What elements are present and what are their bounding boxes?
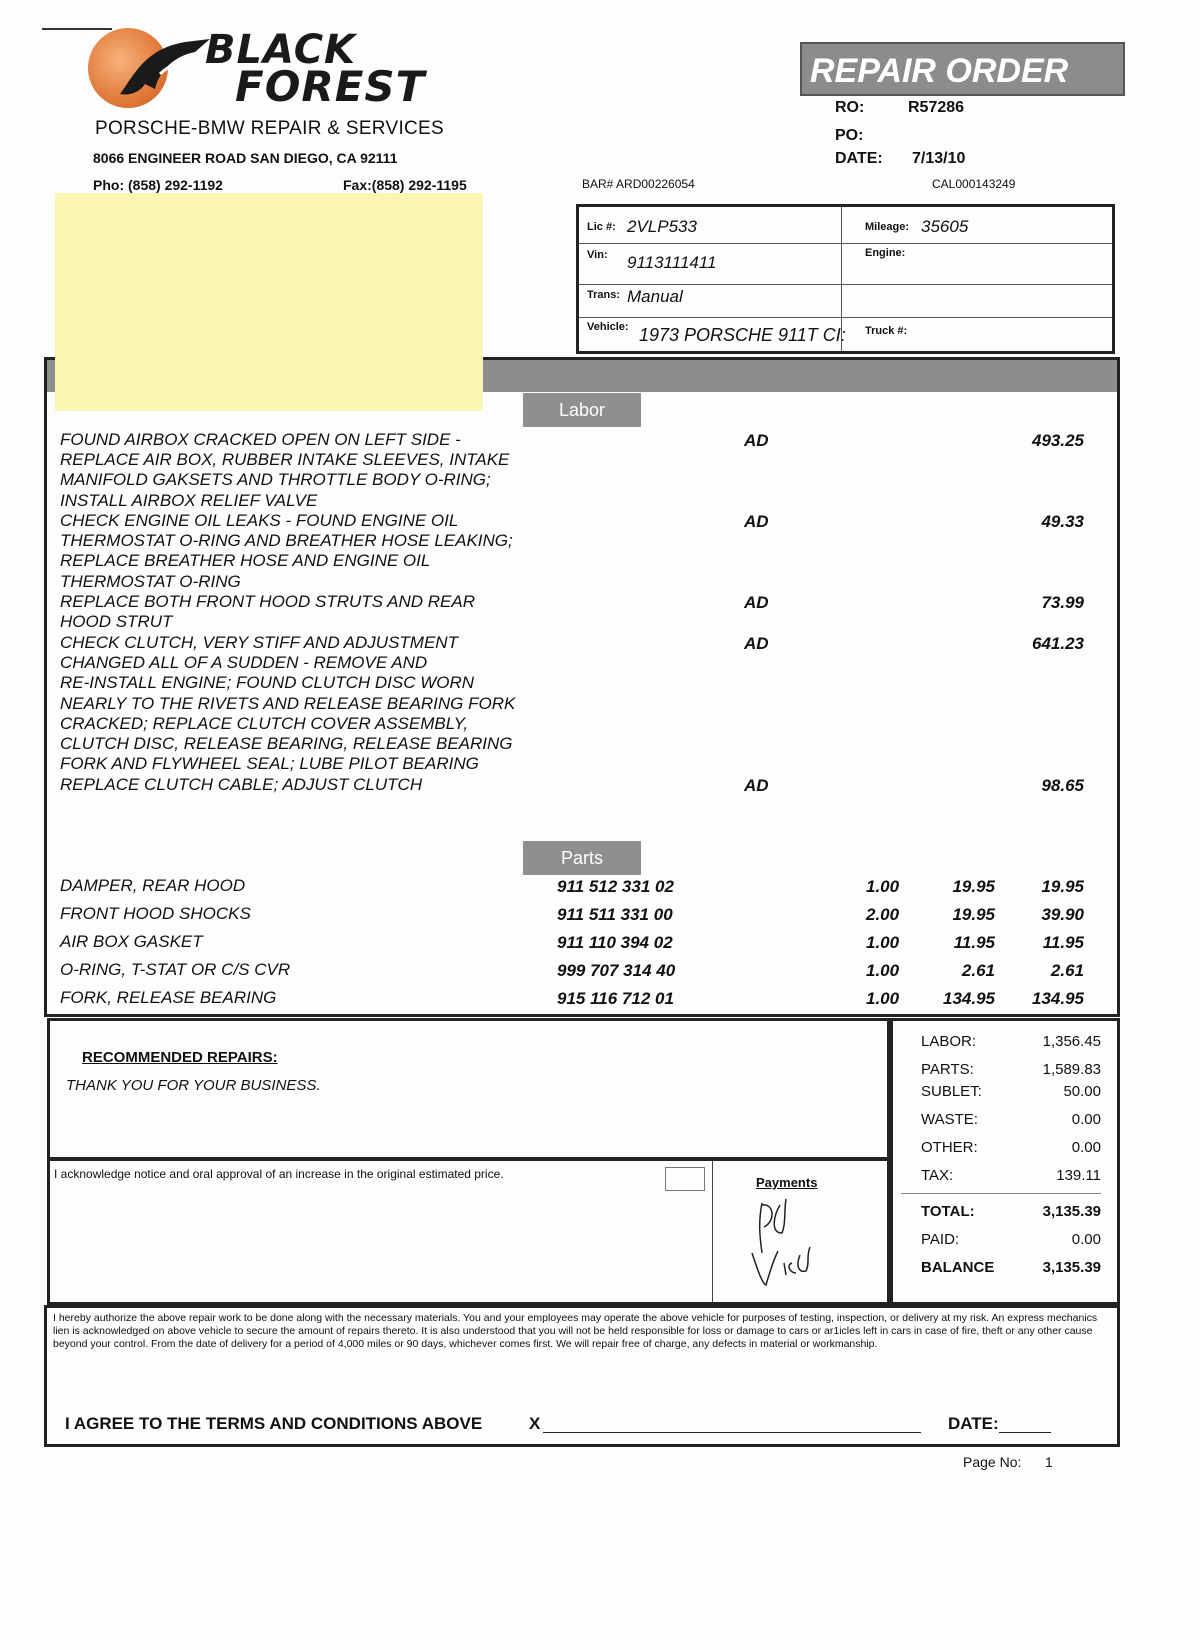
terms-date-line[interactable] xyxy=(999,1432,1051,1433)
total-label: TAX: xyxy=(921,1167,954,1184)
part-number: 915 116 712 01 xyxy=(557,989,674,1008)
total-label: WASTE: xyxy=(921,1111,978,1128)
part-price: 134.95 xyxy=(943,989,995,1008)
total-label: OTHER: xyxy=(921,1139,978,1156)
labor-item-desc: CHECK ENGINE OIL LEAKS - FOUND ENGINE OIL THERMOSTAT O-RING AND BREATHER HOSE LEAKING; REPLACE BREATHER HOSE AND ENGINE OIL THERMOSTAT O-RING xyxy=(60,511,513,591)
labor-item-amount: 641.23 xyxy=(1032,634,1084,653)
signature-x: X xyxy=(529,1414,541,1433)
part-number: 911 110 394 02 xyxy=(557,933,673,952)
total-label: LABOR: xyxy=(921,1033,977,1050)
total-row-labor xyxy=(921,1033,1101,1050)
total-label: PAID: xyxy=(921,1231,960,1248)
total-value: 0.00 xyxy=(1071,1231,1101,1248)
parts-heading: Parts xyxy=(523,841,641,875)
total-value: 0.00 xyxy=(1071,1111,1101,1128)
total-value: 3,135.39 xyxy=(1042,1259,1101,1276)
vehicle-label: Vehicle: xyxy=(587,321,629,333)
part-qty: 1.00 xyxy=(866,989,900,1008)
labor-item-desc: CHECK CLUTCH, VERY STIFF AND ADJUSTMENT CHANGED ALL OF A SUDDEN - REMOVE AND RE-INSTALL ENGINE; FOUND CLUTCH DISC WORN NEARLY TO THE RIVETS AND RELEASE BEARING FORK CRACKED; REPLACE CLUTCH COVER ASSEMBLY, CLUTCH DISC, RELEASE BEARING, RELEASE BEARING FORK AND FLYWHEEL SEAL; LUBE PILOT BEARING xyxy=(60,633,516,774)
company-fax: Fax:(858) 292-1195 xyxy=(343,177,467,193)
logo-bird-icon xyxy=(115,34,215,104)
part-price: 19.95 xyxy=(952,905,995,924)
acknowledgement-box xyxy=(47,1158,890,1305)
total-row-balance xyxy=(921,1259,1101,1276)
part-number: 911 512 331 02 xyxy=(557,877,674,896)
date-value: 7/13/10 xyxy=(912,150,966,167)
labor-item-amount: 73.99 xyxy=(1041,593,1084,612)
labor-item-amount: 493.25 xyxy=(1032,431,1084,450)
recommended-heading: RECOMMENDED REPAIRS: xyxy=(82,1049,278,1066)
part-desc: FORK, RELEASE BEARING xyxy=(60,988,277,1007)
total-row-parts xyxy=(921,1061,1101,1078)
total-label: TOTAL: xyxy=(921,1203,975,1220)
ro-value: R57286 xyxy=(908,99,965,116)
logo-word-forest: FOREST xyxy=(235,62,426,111)
part-qty: 1.00 xyxy=(866,961,900,980)
terms-text: I hereby authorize the above repair work to be done along with the necessary materials. You and your employees may operate the above vehicle for purposes of testing, inspection, or delivery at my risk. An express mechanics lien is acknowledged on above vehicle to secure the amount of repairs thereto. It is also understood that you will not be held responsible for loss or damage to cars or ar1icles left in cars in case of fire, theft or any other cause beyond your control. From the date of delivery for a period of 4,000 miles or 90 days, whichever comes first. We will repair free of charge, any defects in material or workmanship. xyxy=(53,1312,1098,1350)
page-number-label: Page No: xyxy=(963,1454,1022,1470)
totals-box xyxy=(890,1018,1120,1305)
acknowledgement-text: I acknowledge notice and oral approval of an increase in the original estimated price. xyxy=(54,1167,504,1181)
total-value: 50.00 xyxy=(1063,1083,1101,1100)
company-phone: Pho: (858) 292-1192 xyxy=(93,177,223,193)
bar-number: BAR# ARD00226054 xyxy=(582,177,695,191)
logo-word-black: BLACK xyxy=(205,27,357,73)
total-label: SUBLET: xyxy=(921,1083,982,1100)
date-label: DATE: xyxy=(835,150,883,167)
total-value: 1,356.45 xyxy=(1042,1033,1101,1050)
part-qty: 1.00 xyxy=(866,877,900,896)
total-row-other xyxy=(921,1139,1101,1156)
company-address: 8066 ENGINEER ROAD SAN DIEGO, CA 92111 xyxy=(93,150,398,166)
total-value: 3,135.39 xyxy=(1042,1203,1101,1220)
vin-value: 9113111411 xyxy=(627,253,717,272)
lic-label: Lic #: xyxy=(587,221,616,233)
terms-date-label: DATE: xyxy=(948,1414,999,1433)
part-total: 39.90 xyxy=(1041,905,1084,924)
part-desc: O-RING, T-STAT OR C/S CVR xyxy=(60,960,291,979)
labor-item-code: AD xyxy=(744,776,769,795)
recommended-text: THANK YOU FOR YOUR BUSINESS. xyxy=(66,1077,321,1094)
part-price: 2.61 xyxy=(961,961,995,980)
total-row-tax xyxy=(921,1167,1101,1184)
part-desc: DAMPER, REAR HOOD xyxy=(60,876,246,895)
part-total: 11.95 xyxy=(1042,933,1084,952)
po-label: PO: xyxy=(835,127,864,144)
labor-item-code: AD xyxy=(744,593,769,612)
total-row-paid xyxy=(921,1231,1101,1248)
vin-label: Vin: xyxy=(587,249,608,261)
total-value: 0.00 xyxy=(1071,1139,1101,1156)
vehicle-info-box xyxy=(576,204,1115,354)
signature-line[interactable] xyxy=(543,1432,921,1433)
recommended-repairs-box xyxy=(47,1018,890,1160)
part-qty: 2.00 xyxy=(866,905,900,924)
part-total: 19.95 xyxy=(1041,877,1084,896)
labor-heading: Labor xyxy=(523,393,641,427)
company-tagline: PORSCHE-BMW REPAIR & SERVICES xyxy=(95,118,445,139)
payments-divider xyxy=(712,1161,713,1302)
vehicle-value: 1973 PORSCHE 911T CI: xyxy=(639,325,846,345)
part-desc: AIR BOX GASKET xyxy=(60,932,203,951)
logo-rule xyxy=(42,28,112,30)
sticky-note-redaction xyxy=(55,193,483,411)
labor-item-amount: 98.65 xyxy=(1041,776,1084,795)
total-value: 1,589.83 xyxy=(1042,1061,1101,1078)
labor-item-desc: FOUND AIRBOX CRACKED OPEN ON LEFT SIDE - REPLACE AIR BOX, RUBBER INTAKE SLEEVES, INTAKE MANIFOLD GAKSETS AND THROTTLE BODY O-RING; INSTALL AIRBOX RELIEF VALVE xyxy=(60,430,510,510)
trans-value: Manual xyxy=(627,287,683,306)
labor-item-amount: 49.33 xyxy=(1041,512,1084,531)
total-row-sublet xyxy=(921,1083,1101,1100)
part-number: 911 511 331 00 xyxy=(557,905,673,924)
page-number-value: 1 xyxy=(1045,1454,1053,1470)
part-price: 19.95 xyxy=(952,877,995,896)
acknowledgement-checkbox[interactable] xyxy=(665,1167,705,1191)
part-price: 11.95 xyxy=(953,933,995,952)
total-label: BALANCE xyxy=(921,1259,995,1276)
part-qty: 1.00 xyxy=(866,933,900,952)
part-total: 2.61 xyxy=(1050,961,1084,980)
part-number: 999 707 314 40 xyxy=(557,961,676,980)
terms-box xyxy=(44,1305,1120,1447)
handwritten-payment-signature xyxy=(740,1193,830,1293)
part-desc: FRONT HOOD SHOCKS xyxy=(60,904,251,923)
payments-label: Payments xyxy=(756,1175,818,1190)
ro-label: RO: xyxy=(835,99,865,116)
labor-item-code: AD xyxy=(744,431,769,450)
terms-agree: I AGREE TO THE TERMS AND CONDITIONS ABOVE xyxy=(65,1414,483,1433)
labor-item-code: AD xyxy=(744,634,769,653)
engine-label: Engine: xyxy=(865,247,906,259)
total-label: PARTS: xyxy=(921,1061,974,1078)
labor-item-code: AD xyxy=(744,512,769,531)
truck-label: Truck #: xyxy=(865,325,908,337)
labor-item-desc: REPLACE BOTH FRONT HOOD STRUTS AND REAR HOOD STRUT xyxy=(60,592,475,632)
mileage-label: Mileage: xyxy=(865,221,910,233)
cal-number: CAL000143249 xyxy=(932,177,1016,191)
mileage-value: 35605 xyxy=(921,217,969,236)
total-value: 139.11 xyxy=(1056,1167,1101,1184)
trans-label: Trans: xyxy=(587,289,621,301)
total-row-waste xyxy=(921,1111,1101,1128)
labor-item-desc: REPLACE CLUTCH CABLE; ADJUST CLUTCH xyxy=(60,775,423,794)
repair-order-title: REPAIR ORDER xyxy=(800,42,1125,96)
lic-value: 2VLP533 xyxy=(627,217,697,236)
totals-divider xyxy=(901,1193,1101,1194)
total-row-total xyxy=(921,1203,1101,1220)
part-total: 134.95 xyxy=(1032,989,1084,1008)
